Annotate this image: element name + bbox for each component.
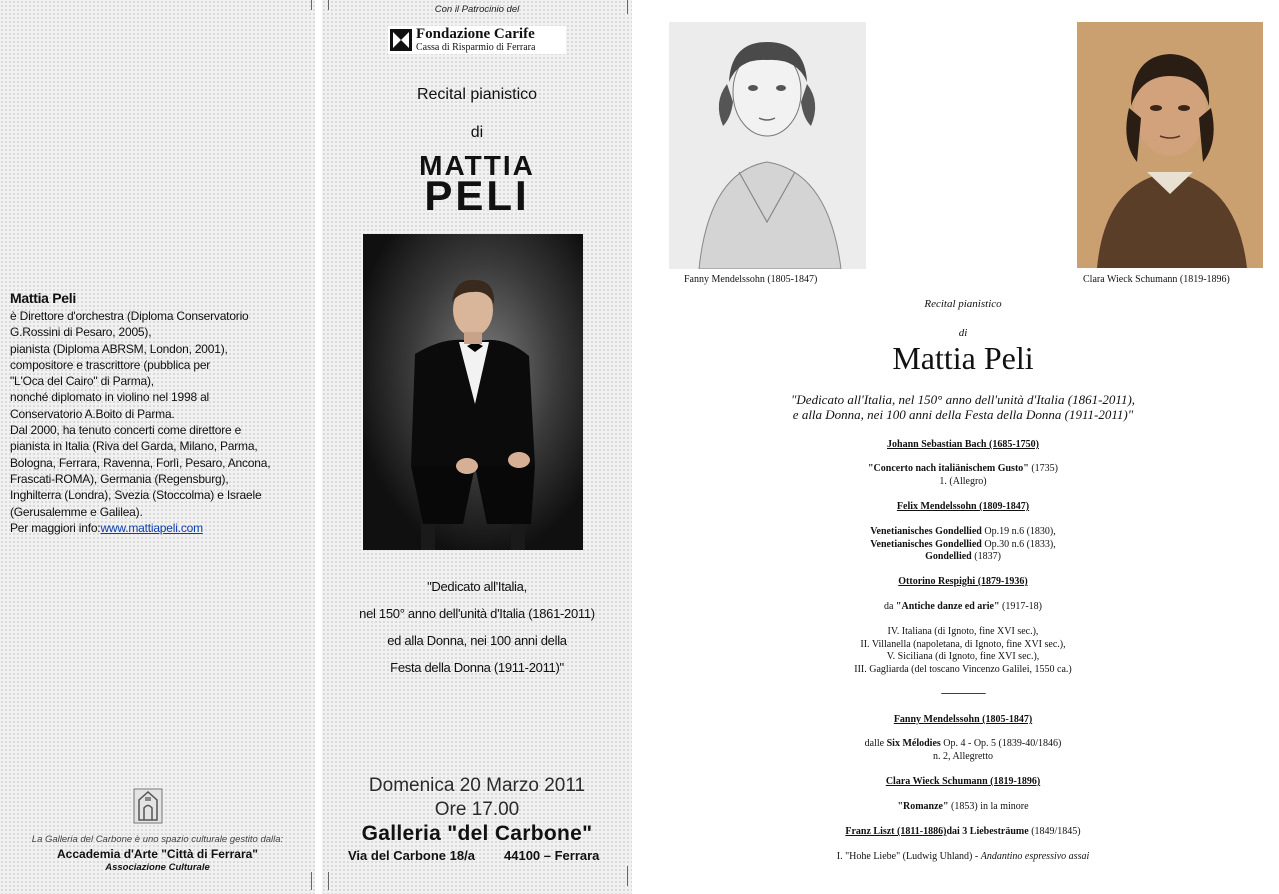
- composer-felix-name: Felix Mendelssohn (1809-1847): [896, 501, 1030, 512]
- respighi-movements: [636, 626, 1279, 676]
- composer-bach-name: Johann Sebastian Bach (1685-1750): [887, 439, 1039, 450]
- dedication-line: nel 150° anno dell'unità d'Italia (1861-2011): [359, 606, 595, 621]
- crop-mark: [627, 866, 628, 886]
- academy-name: Accademia d'Arte "Città di Ferrara": [57, 847, 258, 861]
- composer-bach: [636, 439, 1279, 450]
- pianist-figure-icon: [363, 234, 583, 550]
- composer-fanny: [636, 714, 1279, 725]
- liszt-tempo: Andantino espressivo assai: [980, 851, 1090, 862]
- caption-fanny: Fanny Mendelssohn (1805-1847): [684, 274, 818, 285]
- respighi-movement: IV. Italiana (di Ignoto, fine XVI sec.),: [887, 626, 1039, 637]
- crop-mark: [328, 0, 329, 10]
- bach-work-year: (1735): [1031, 463, 1058, 474]
- crop-mark: [311, 872, 312, 890]
- dedication-line: Festa della Donna (1911-2011)": [390, 660, 564, 675]
- bio-line: compositore e trascrittore (pubblica per: [10, 357, 211, 372]
- info-label: Per maggiori info:: [10, 520, 101, 535]
- crop-mark: [328, 872, 329, 890]
- name-first: MATTIA: [419, 150, 535, 181]
- liszt-movement: I. "Hohe Liebe" (Ludwig Uhland) -: [836, 851, 979, 862]
- academy-logo: [133, 788, 163, 824]
- bio-line: pianista (Diploma ABRSM, London, 2001),: [10, 341, 228, 356]
- felix-work-detail: Op.19 n.6 (1830),: [984, 526, 1056, 537]
- felix-work-title: Venetianisches Gondellied: [870, 526, 982, 537]
- bio-line: Frascati-ROMA), Germania (Regensburg),: [10, 471, 229, 486]
- bach-movement: 1. (Allegro): [939, 476, 987, 487]
- clara-portrait-icon: [1077, 22, 1263, 268]
- sponsor-logo: [388, 26, 566, 54]
- fanny-portrait: [669, 22, 866, 269]
- di-label: di: [470, 124, 484, 141]
- sponsor-sub: Cassa di Risparmio di Ferrara: [416, 42, 536, 53]
- crop-mark: [627, 0, 628, 14]
- respighi-movement: II. Villanella (napoletana, di Ignoto, fine XVI sec.),: [860, 638, 1066, 650]
- info-line: [10, 520, 270, 536]
- composer-clara: [636, 776, 1279, 787]
- clara-work-title: "Romanze": [897, 801, 949, 812]
- bio-line: "L'Oca del Cairo" di Parma),: [10, 374, 154, 389]
- composer-fanny-name: Fanny Mendelssohn (1805-1847): [893, 714, 1033, 725]
- fanny-movement: n. 2, Allegretto: [933, 751, 993, 762]
- caption-clara: Clara Wieck Schumann (1819-1896): [1083, 274, 1230, 285]
- liszt-work: [636, 826, 1279, 837]
- composer-respighi: [636, 576, 1279, 587]
- bach-work: [636, 463, 1279, 474]
- carife-x-icon: [390, 29, 412, 51]
- fanny-work-detail: Op. 4 - Op. 5 (1839-40/1846): [943, 738, 1062, 749]
- pianist-photo: [363, 234, 583, 550]
- recital-label: Recital pianistico: [924, 298, 1002, 310]
- bio-line: G.Rossini di Pesaro, 2005),: [10, 325, 152, 340]
- liszt-work-year: (1849/1845): [1031, 826, 1081, 837]
- association-label: Associazione Culturale: [105, 862, 210, 873]
- respighi-work-year: (1917-18): [1002, 601, 1043, 612]
- felix-work-title: Gondellied: [925, 551, 972, 562]
- respighi-movement: V. Siciliana (di Ignoto, fine XVI sec.),: [886, 651, 1040, 662]
- bio-line: nonché diplomato in violino nel 1998 al: [10, 390, 210, 405]
- dedication: [322, 573, 632, 681]
- composer-liszt-name: Franz Liszt (1811-1886): [845, 826, 947, 837]
- liszt-work-title: 3 Liebesträume: [962, 826, 1029, 837]
- bio-line: (Gerusalemme e Galilea).: [10, 504, 143, 519]
- middle-panel: [322, 0, 632, 894]
- name-last: PELI: [424, 172, 530, 219]
- crop-mark: [311, 0, 312, 10]
- patronage-label: Con il Patrocinio del: [434, 4, 520, 15]
- clara-work-detail: (1853) in la minore: [951, 801, 1029, 812]
- bio-line: pianista in Italia (Riva del Garda, Milano, Parma,: [10, 439, 258, 454]
- composer-respighi-name: Ottorino Respighi (1879-1936): [898, 576, 1028, 587]
- bio-name: Mattia Peli: [10, 290, 76, 306]
- felix-work-detail: Op.30 n.6 (1833),: [984, 538, 1056, 550]
- venue-name: Galleria "del Carbone": [361, 822, 593, 845]
- dedication-line: "Dedicato all'Italia,: [427, 579, 527, 594]
- felix-work-title: Venetianisches Gondellied: [870, 538, 982, 550]
- recital-label: Recital pianistico: [416, 86, 538, 103]
- right-panel: [636, 0, 1279, 894]
- event-time: Ore 17.00: [434, 799, 520, 820]
- academy-logo-icon: [133, 788, 163, 824]
- bio-line: Dal 2000, ha tenuto concerti come direttore e: [10, 423, 242, 438]
- felix-work: [636, 551, 1279, 564]
- dedication-line: e alla Donna, nei 100 anni della Festa della Donna (1911-2011)": [792, 407, 1134, 422]
- fold-line-left: [315, 0, 321, 894]
- bio-line: Inghilterra (Londra), Svezia (Stoccolma) e Israele: [10, 488, 262, 503]
- clara-portrait: [1077, 22, 1263, 268]
- bio-line: Bologna, Ferrara, Ravenna, Forlì, Pesaro, Ancona,: [10, 455, 271, 470]
- clara-work: [636, 801, 1279, 812]
- composer-clara-name: Clara Wieck Schumann (1819-1896): [885, 776, 1041, 787]
- felix-works: [636, 526, 1279, 564]
- di-label: di: [958, 327, 968, 339]
- felix-work: [636, 539, 1279, 552]
- sponsor-name: Fondazione Carife: [416, 26, 535, 42]
- gallery-note: La Galleria del Carbone è uno spazio culturale gestito dalla:: [31, 834, 284, 845]
- liszt-connector: dai: [946, 826, 960, 837]
- website-link[interactable]: www.mattiapeli.com: [100, 520, 203, 535]
- liszt-movement-line: [636, 851, 1279, 862]
- fanny-work: [636, 738, 1279, 749]
- dedication: [636, 392, 1279, 422]
- performer-name: Mattia Peli: [892, 340, 1034, 376]
- event-date: Domenica 20 Marzo 2011: [368, 775, 586, 796]
- bio-line: è Direttore d'orchestra (Diploma Conservatorio: [10, 309, 249, 323]
- dedication-line: ed alla Donna, nei 100 anni della: [387, 633, 567, 648]
- respighi-movement: III. Gagliarda (del toscano Vincenzo Galilei, 1550 ca.): [854, 663, 1072, 675]
- dedication-line: "Dedicato all'Italia, nel 150° anno dell'unità d'Italia (1861-2011),: [790, 392, 1136, 407]
- venue-city: 44100 – Ferrara: [504, 848, 600, 863]
- venue-address: Via del Carbone 18/a: [348, 848, 475, 863]
- respighi-work: [636, 601, 1279, 612]
- bio-line: Conservatorio A.Boito di Parma.: [10, 406, 175, 421]
- fanny-portrait-icon: [669, 22, 866, 269]
- bach-work-title: "Concerto nach italiänischem Gusto": [868, 463, 1029, 474]
- bio-text: [10, 308, 270, 536]
- fanny-work-pre: dalle: [864, 738, 885, 749]
- felix-work: [636, 526, 1279, 539]
- felix-work-detail: (1837): [974, 551, 1001, 562]
- composer-felix: [636, 501, 1279, 512]
- respighi-from: da: [883, 601, 894, 612]
- respighi-work-title: "Antiche danze ed arie": [895, 601, 1000, 612]
- program-separator: -------------------: [940, 688, 986, 699]
- left-panel: [0, 0, 315, 894]
- fanny-work-title: Six Mélodies: [886, 738, 941, 749]
